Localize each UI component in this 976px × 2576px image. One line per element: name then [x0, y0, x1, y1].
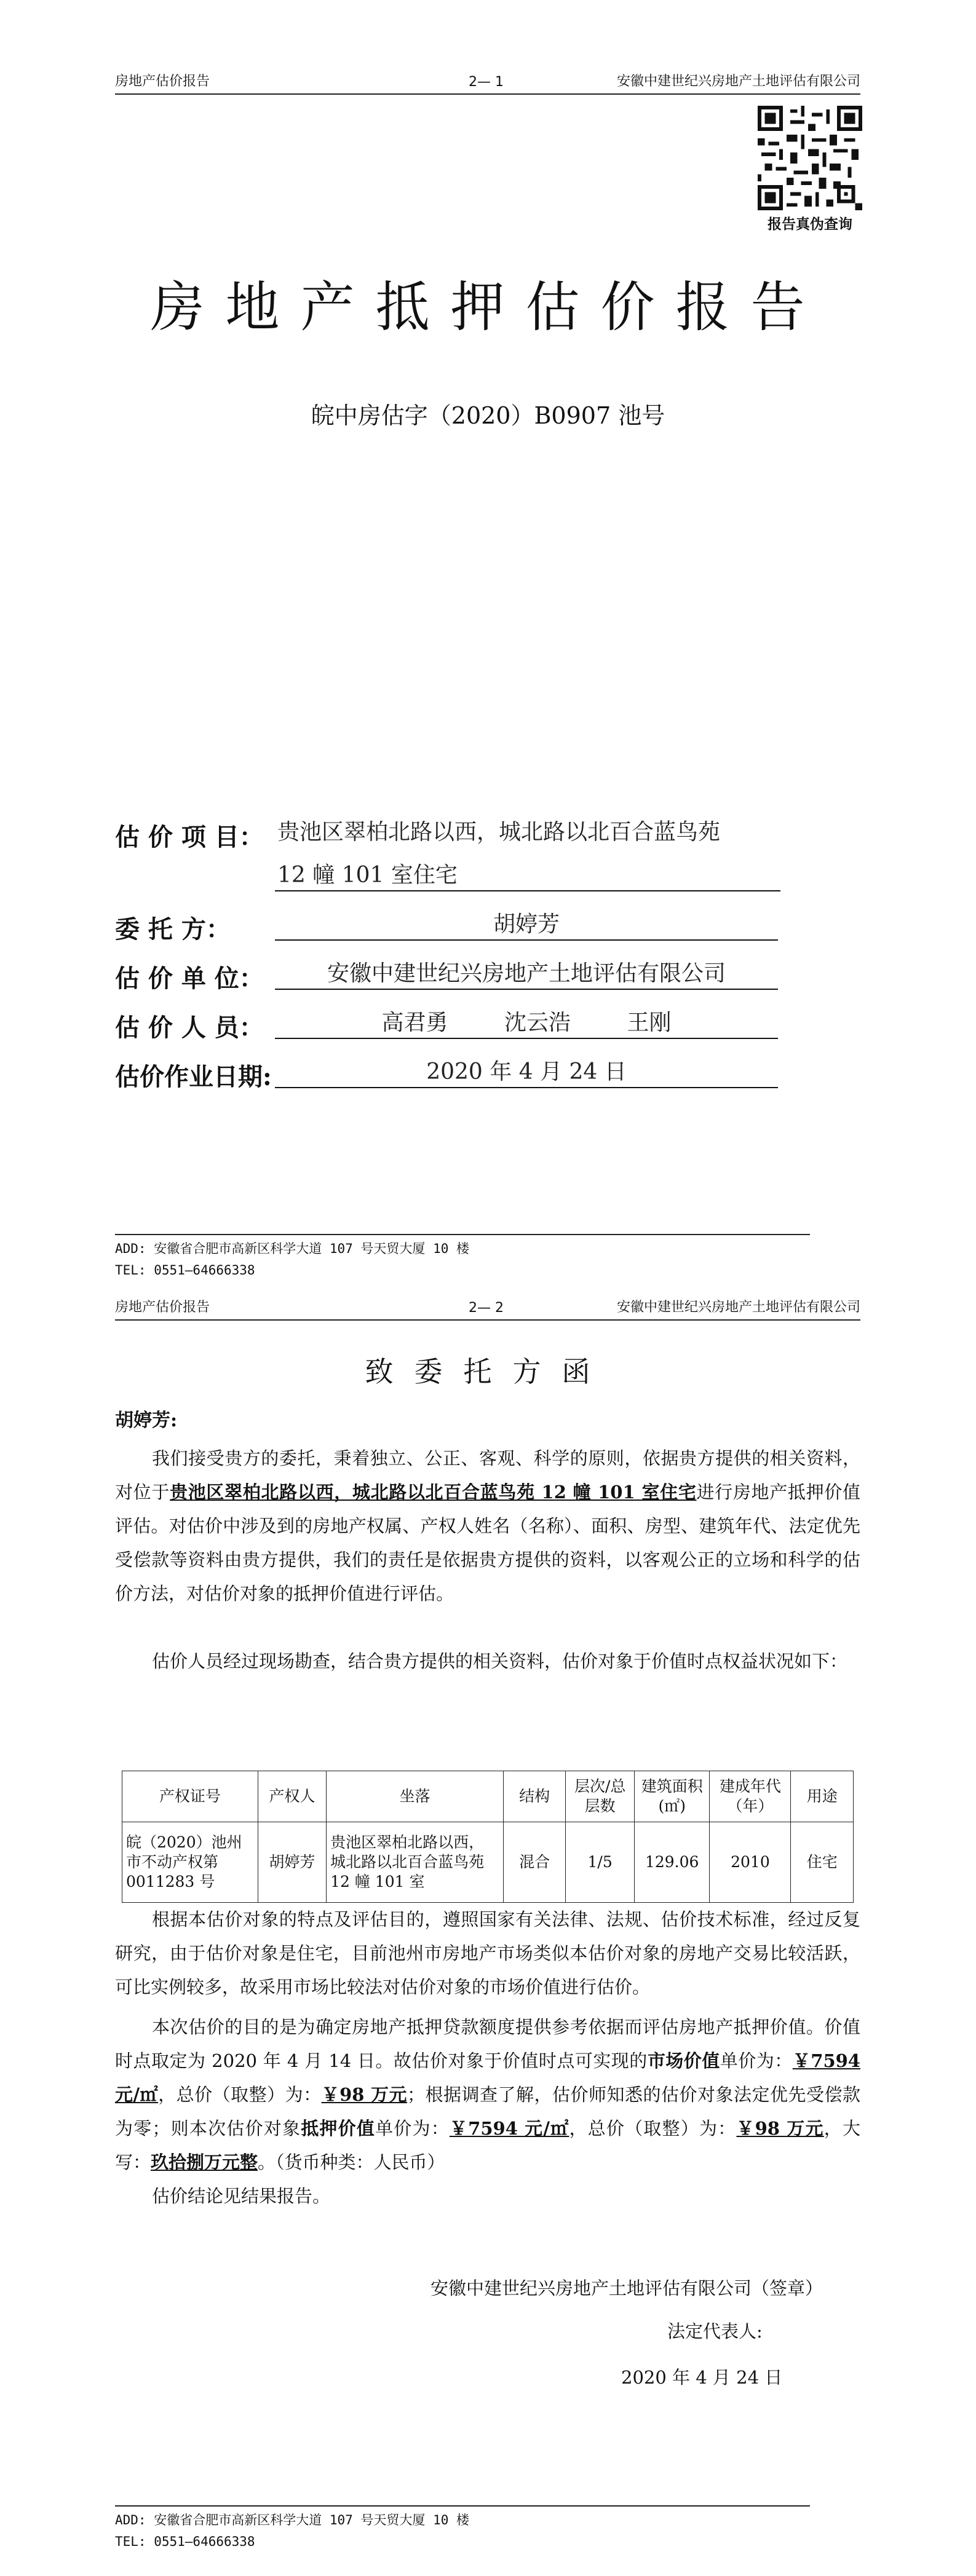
property-rights-table: [122, 1771, 854, 1903]
paragraph-conclusion: 本次估价的目的是为确定房地产抵押贷款额度提供参考依据而评估房地产抵押价值。价值时点取定为 2020 年 4 月 14 日。故估价对象于价值时点可实现的市场价值单价为：￥7594 元/㎡，总价（取整）为：￥98 万元；根据调查了解，估价师知悉的估价对象法定优先受偿款为零；则本次估价对象抵押价值单价为：￥7594 元/㎡，总价（取整）为：￥98 万元，大写：玖拾捌万元整。（货币种类：人民币）: [115, 2017, 860, 2173]
header-page-number: 2— 1: [469, 74, 504, 90]
table-cell: 2010: [710, 1822, 791, 1903]
market-unit-price: ￥7594 元/㎡: [115, 2050, 860, 2105]
appraiser-name: 王刚: [627, 1010, 672, 1035]
letter-title: 致委托方函: [365, 1355, 611, 1388]
table-cell: 129.06: [634, 1822, 709, 1903]
footer-address: ADD: 安徽省合肥市高新区科学大道 107 号天贸大厦 10 楼: [115, 2513, 470, 2527]
paragraph-survey: 估价人员经过现场勘查，结合贵方提供的相关资料，估价对象于价值时点权益状况如下：: [152, 1651, 848, 1672]
property-address: 贵池区翠柏北路以西，城北路以北百合蓝鸟苑 12 幢 101 室住宅: [170, 1482, 697, 1503]
amount-in-words: 玖拾捌万元整: [151, 2152, 258, 2173]
appraisers-label: 估 价 人 员：: [115, 1013, 264, 1042]
work-date-label: 估价作业日期:: [115, 1062, 272, 1091]
table-cell: 住宅: [791, 1822, 854, 1903]
document-number: 皖中房估字（2020）B0907 池号: [311, 402, 665, 429]
footer-tel: TEL: 0551—64666338: [115, 1263, 255, 1278]
mortgage-total-price: ￥98 万元: [736, 2118, 824, 2139]
table-cell: 皖（2020）池州市不动产权第0011283 号: [122, 1822, 258, 1903]
client-value: 胡婷芳: [275, 910, 778, 941]
table-row: [122, 1822, 854, 1903]
column-header: 坐落: [327, 1771, 504, 1822]
header-left: 房地产估价报告: [115, 74, 210, 89]
footer-divider: [115, 1234, 810, 1235]
page-header: [115, 1298, 860, 1321]
qr-code-icon[interactable]: [758, 106, 862, 210]
project-value-line-2: 12 幢 101 室住宅: [275, 861, 780, 891]
header-right: 安徽中建世纪兴房地产土地评估有限公司: [616, 1300, 860, 1315]
appraisal-unit-label: 估 价 单 位：: [115, 964, 264, 993]
project-value-line-1: 贵池区翠柏北路以西，城北路以北百合蓝鸟苑: [277, 820, 721, 845]
table-cell: 胡婷芳: [258, 1822, 326, 1903]
footer-address: ADD: 安徽省合肥市高新区科学大道 107 号天贸大厦 10 楼: [115, 1241, 470, 1256]
client-label: 委 托 方：: [115, 915, 231, 944]
header-left: 房地产估价报告: [115, 1300, 210, 1315]
table-cell: 贵池区翠柏北路以西，城北路以北百合蓝鸟苑 12 幢 101 室: [327, 1822, 504, 1903]
project-label: 估 价 项 目：: [115, 823, 264, 851]
appraisal-unit-value: 安徽中建世纪兴房地产土地评估有限公司: [275, 959, 778, 990]
paragraph-see-results: 估价结论见结果报告。: [152, 2186, 331, 2207]
column-header: 建筑面积(㎡): [634, 1771, 709, 1822]
column-header: 结构: [503, 1771, 566, 1822]
appraisers-value: [275, 1008, 778, 1039]
mortgage-unit-price: ￥7594 元/㎡: [449, 2118, 569, 2139]
signature-legal-rep: 法定代表人:: [667, 2321, 763, 2342]
report-title: 房地产抵押估价报告: [150, 275, 826, 339]
column-header: 产权人: [258, 1771, 326, 1822]
paragraph-entrustment: 我们接受贵方的委托，秉着独立、公正、客观、科学的原则，依据贵方提供的相关资料，对位于贵池区翠柏北路以西，城北路以北百合蓝鸟苑 12 幢 101 室住宅进行房地产抵押价值评估。对估价中涉及到的房地产权属、产权人姓名（名称）、面积、房型、建筑年代、法定优先受偿款等资料由贵方提供，我们的责任是依据贵方提供的资料，以客观公正的立场和科学的估价方法，对估价对象的抵押价值进行评估。: [115, 1448, 860, 1604]
column-header: 层次/总层数: [566, 1771, 635, 1822]
table-cell: 混合: [503, 1822, 566, 1903]
work-date-value: 2020 年 4 月 24 日: [275, 1057, 778, 1088]
qr-caption: 报告真伪查询: [768, 216, 852, 232]
page-header: [115, 73, 860, 95]
table-header-row: [122, 1771, 854, 1822]
footer-divider: [115, 2505, 810, 2507]
header-right: 安徽中建世纪兴房地产土地评估有限公司: [616, 74, 860, 89]
table-cell: 1/5: [566, 1822, 635, 1903]
appraiser-name: 沈云浩: [504, 1010, 571, 1035]
signature-company: 安徽中建世纪兴房地产土地评估有限公司（签章）: [430, 2278, 823, 2299]
footer-tel: TEL: 0551—64666338: [115, 2534, 255, 2549]
appraiser-name: 高君勇: [381, 1010, 448, 1035]
column-header: 建成年代（年）: [710, 1771, 791, 1822]
paragraph-method: 根据本估价对象的特点及评估目的，遵照国家有关法律、法规、估价技术标准，经过反复研究，由于估价对象是住宅，目前池州市房地产市场类似本估价对象的房地产交易比较活跃，可比实例较多，故采用市场比较法对估价对象的市场价值进行估价。: [115, 1909, 860, 1997]
column-header: 用途: [791, 1771, 854, 1822]
header-page-number: 2— 2: [469, 1300, 504, 1316]
column-header: 产权证号: [122, 1771, 258, 1822]
market-total-price: ￥98 万元: [321, 2084, 408, 2105]
signature-date: 2020 年 4 月 24 日: [621, 2367, 783, 2388]
addressee: 胡婷芳:: [115, 1410, 178, 1431]
